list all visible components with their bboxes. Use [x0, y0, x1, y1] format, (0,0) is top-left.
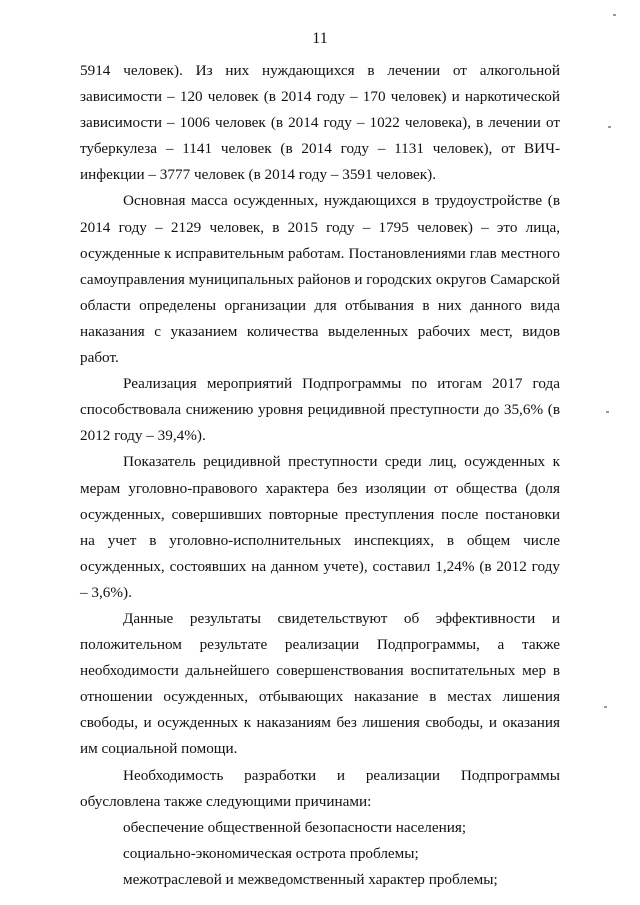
- scan-speck: [604, 706, 607, 708]
- paragraph-recidivism-indicator: Показатель рецидивной преступности среди лиц, осужденных к мерам уголовно-правового характера без изоляции от общества (доля осужденных, совершивших повторные преступления после постановки на учет в уголовно-исполнительных инспекциях, в общем числе осужденных, состоявших на данном учете), составил 1,24% (в 2012 году – 3,6%).: [80, 453, 560, 601]
- paragraph-recidivism-2017: Реализация мероприятий Подпрограммы по итогам 2017 года способствовала снижению уровня рецидивной преступности до 35,6% (в 2012 году – 39,4%).: [80, 375, 560, 445]
- page-number: 11: [312, 30, 328, 47]
- scan-speck: [608, 126, 611, 128]
- list-item-socioeconomic: социально-экономическая острота проблемы;: [123, 844, 419, 862]
- body-text: [80, 58, 560, 893]
- scan-speck: [613, 14, 616, 16]
- paragraph-results: Данные результаты свидетельствуют об эффективности и положительном результате реализации Подпрограммы, а также необходимости дальнейшего совершенствования воспитательных мер в отношении осужденных, отбывающих наказание в местах лишения свободы, и осужденных к наказаниям без лишения свободы, и оказания им социальной помощи.: [80, 609, 560, 758]
- paragraph-necessity: Необходимость разработки и реализации Подпрограммы обусловлена также следующими причинами:: [80, 766, 560, 810]
- paragraph-employment: Основная масса осужденных, нуждающихся в трудоустройстве (в 2014 году – 2129 человек, в 2015 году – 1795 человек) – это лица, осужденные к исправительным работам. Постановлениями глав местного самоуправления муниципальных районов и городских округов Самарской области определены организации для отбывания в них данного вида наказания с указанием количества выделенных рабочих мест, видов работ.: [80, 192, 561, 367]
- scan-speck: [606, 411, 609, 413]
- list-item-interdepartmental: межотраслевой и межведомственный характер проблемы;: [123, 870, 498, 888]
- list-item-public-safety: обеспечение общественной безопасности населения;: [123, 818, 467, 836]
- paragraph-continuation: 5914 человек). Из них нуждающихся в лечении от алкогольной зависимости – 120 человек (в 2014 году – 170 человек) и наркотической зависимости – 1006 человек (в 2014 году – 1022 человека), в лечении от туберкулеза – 1141 человек (в 2014 году – 1131 человек), от ВИЧ-инфекции – 3777 человек (в 2014 году – 3591 человек).: [80, 62, 560, 184]
